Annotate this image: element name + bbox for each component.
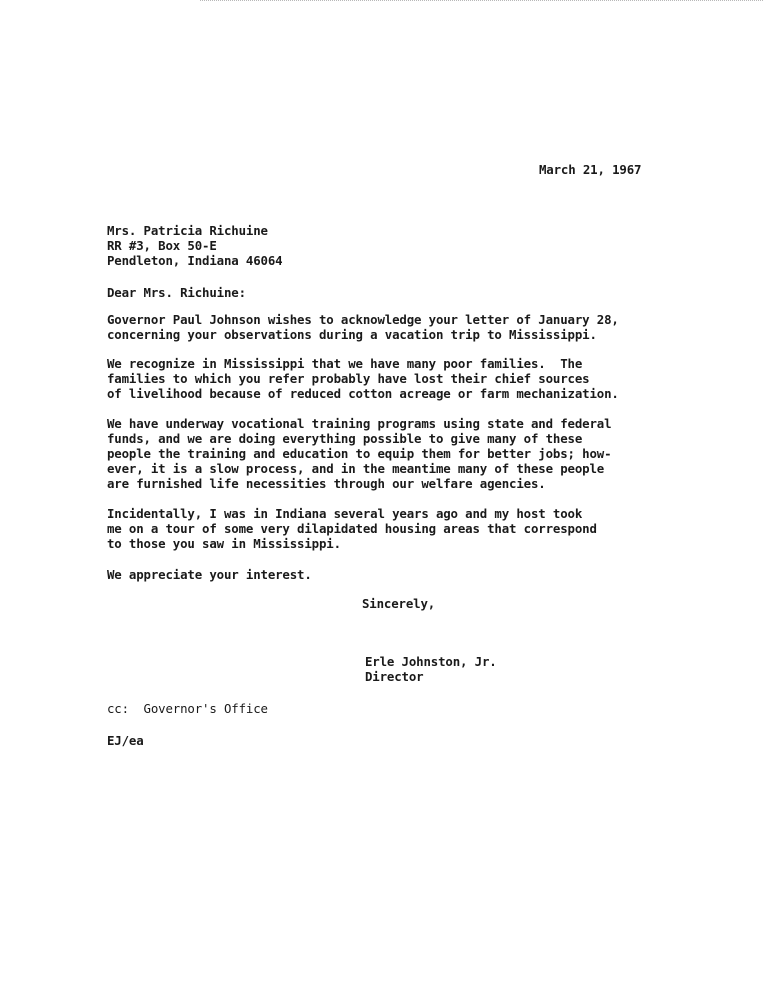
paragraph-line: of livelihood because of reduced cotton acreage or farm mechanization.	[107, 386, 619, 401]
paragraph-4	[107, 506, 597, 551]
paragraph-line: to those you saw in Mississippi.	[107, 536, 341, 551]
recipient-address	[107, 223, 282, 268]
paragraph-line: We appreciate your interest.	[107, 567, 312, 582]
signer-name: Erle Johnston, Jr.	[365, 654, 497, 669]
paragraph-line: We recognize in Mississippi that we have many poor families. The	[107, 356, 583, 371]
signer-title: Director	[365, 669, 424, 684]
paragraph-5	[107, 567, 312, 582]
paragraph-line: We have underway vocational training programs using state and federal	[107, 416, 612, 431]
salutation: Dear Mrs. Richuine:	[107, 285, 246, 300]
paragraph-line: me on a tour of some very dilapidated housing areas that correspond	[107, 521, 597, 536]
paragraph-line: Incidentally, I was in Indiana several years ago and my host took	[107, 506, 583, 521]
paragraph-line: ever, it is a slow process, and in the meantime many of these people	[107, 461, 605, 476]
recipient-name: Mrs. Patricia Richuine	[107, 223, 268, 238]
recipient-address-line2: Pendleton, Indiana 46064	[107, 253, 283, 268]
paragraph-line: Governor Paul Johnson wishes to acknowledge your letter of January 28,	[107, 312, 619, 327]
cc-line: cc: Governor's Office	[107, 701, 268, 716]
paragraph-line: are furnished life necessities through our welfare agencies.	[107, 476, 546, 491]
letter-date: March 21, 1967	[539, 162, 642, 177]
typist-initials: EJ/ea	[107, 733, 144, 748]
page-top-edge	[200, 0, 763, 1]
paragraph-line: families to which you refer probably have lost their chief sources	[107, 371, 590, 386]
paragraph-1	[107, 312, 619, 342]
paragraph-3	[107, 416, 611, 491]
paragraph-line: funds, and we are doing everything possible to give many of these	[107, 431, 583, 446]
paragraph-line: people the training and education to equip them for better jobs; how-	[107, 446, 612, 461]
paragraph-line: concerning your observations during a vacation trip to Mississippi.	[107, 327, 597, 342]
paragraph-2	[107, 356, 619, 401]
recipient-address-line1: RR #3, Box 50-E	[107, 238, 217, 253]
signature-block	[365, 654, 497, 684]
closing: Sincerely,	[362, 596, 436, 611]
